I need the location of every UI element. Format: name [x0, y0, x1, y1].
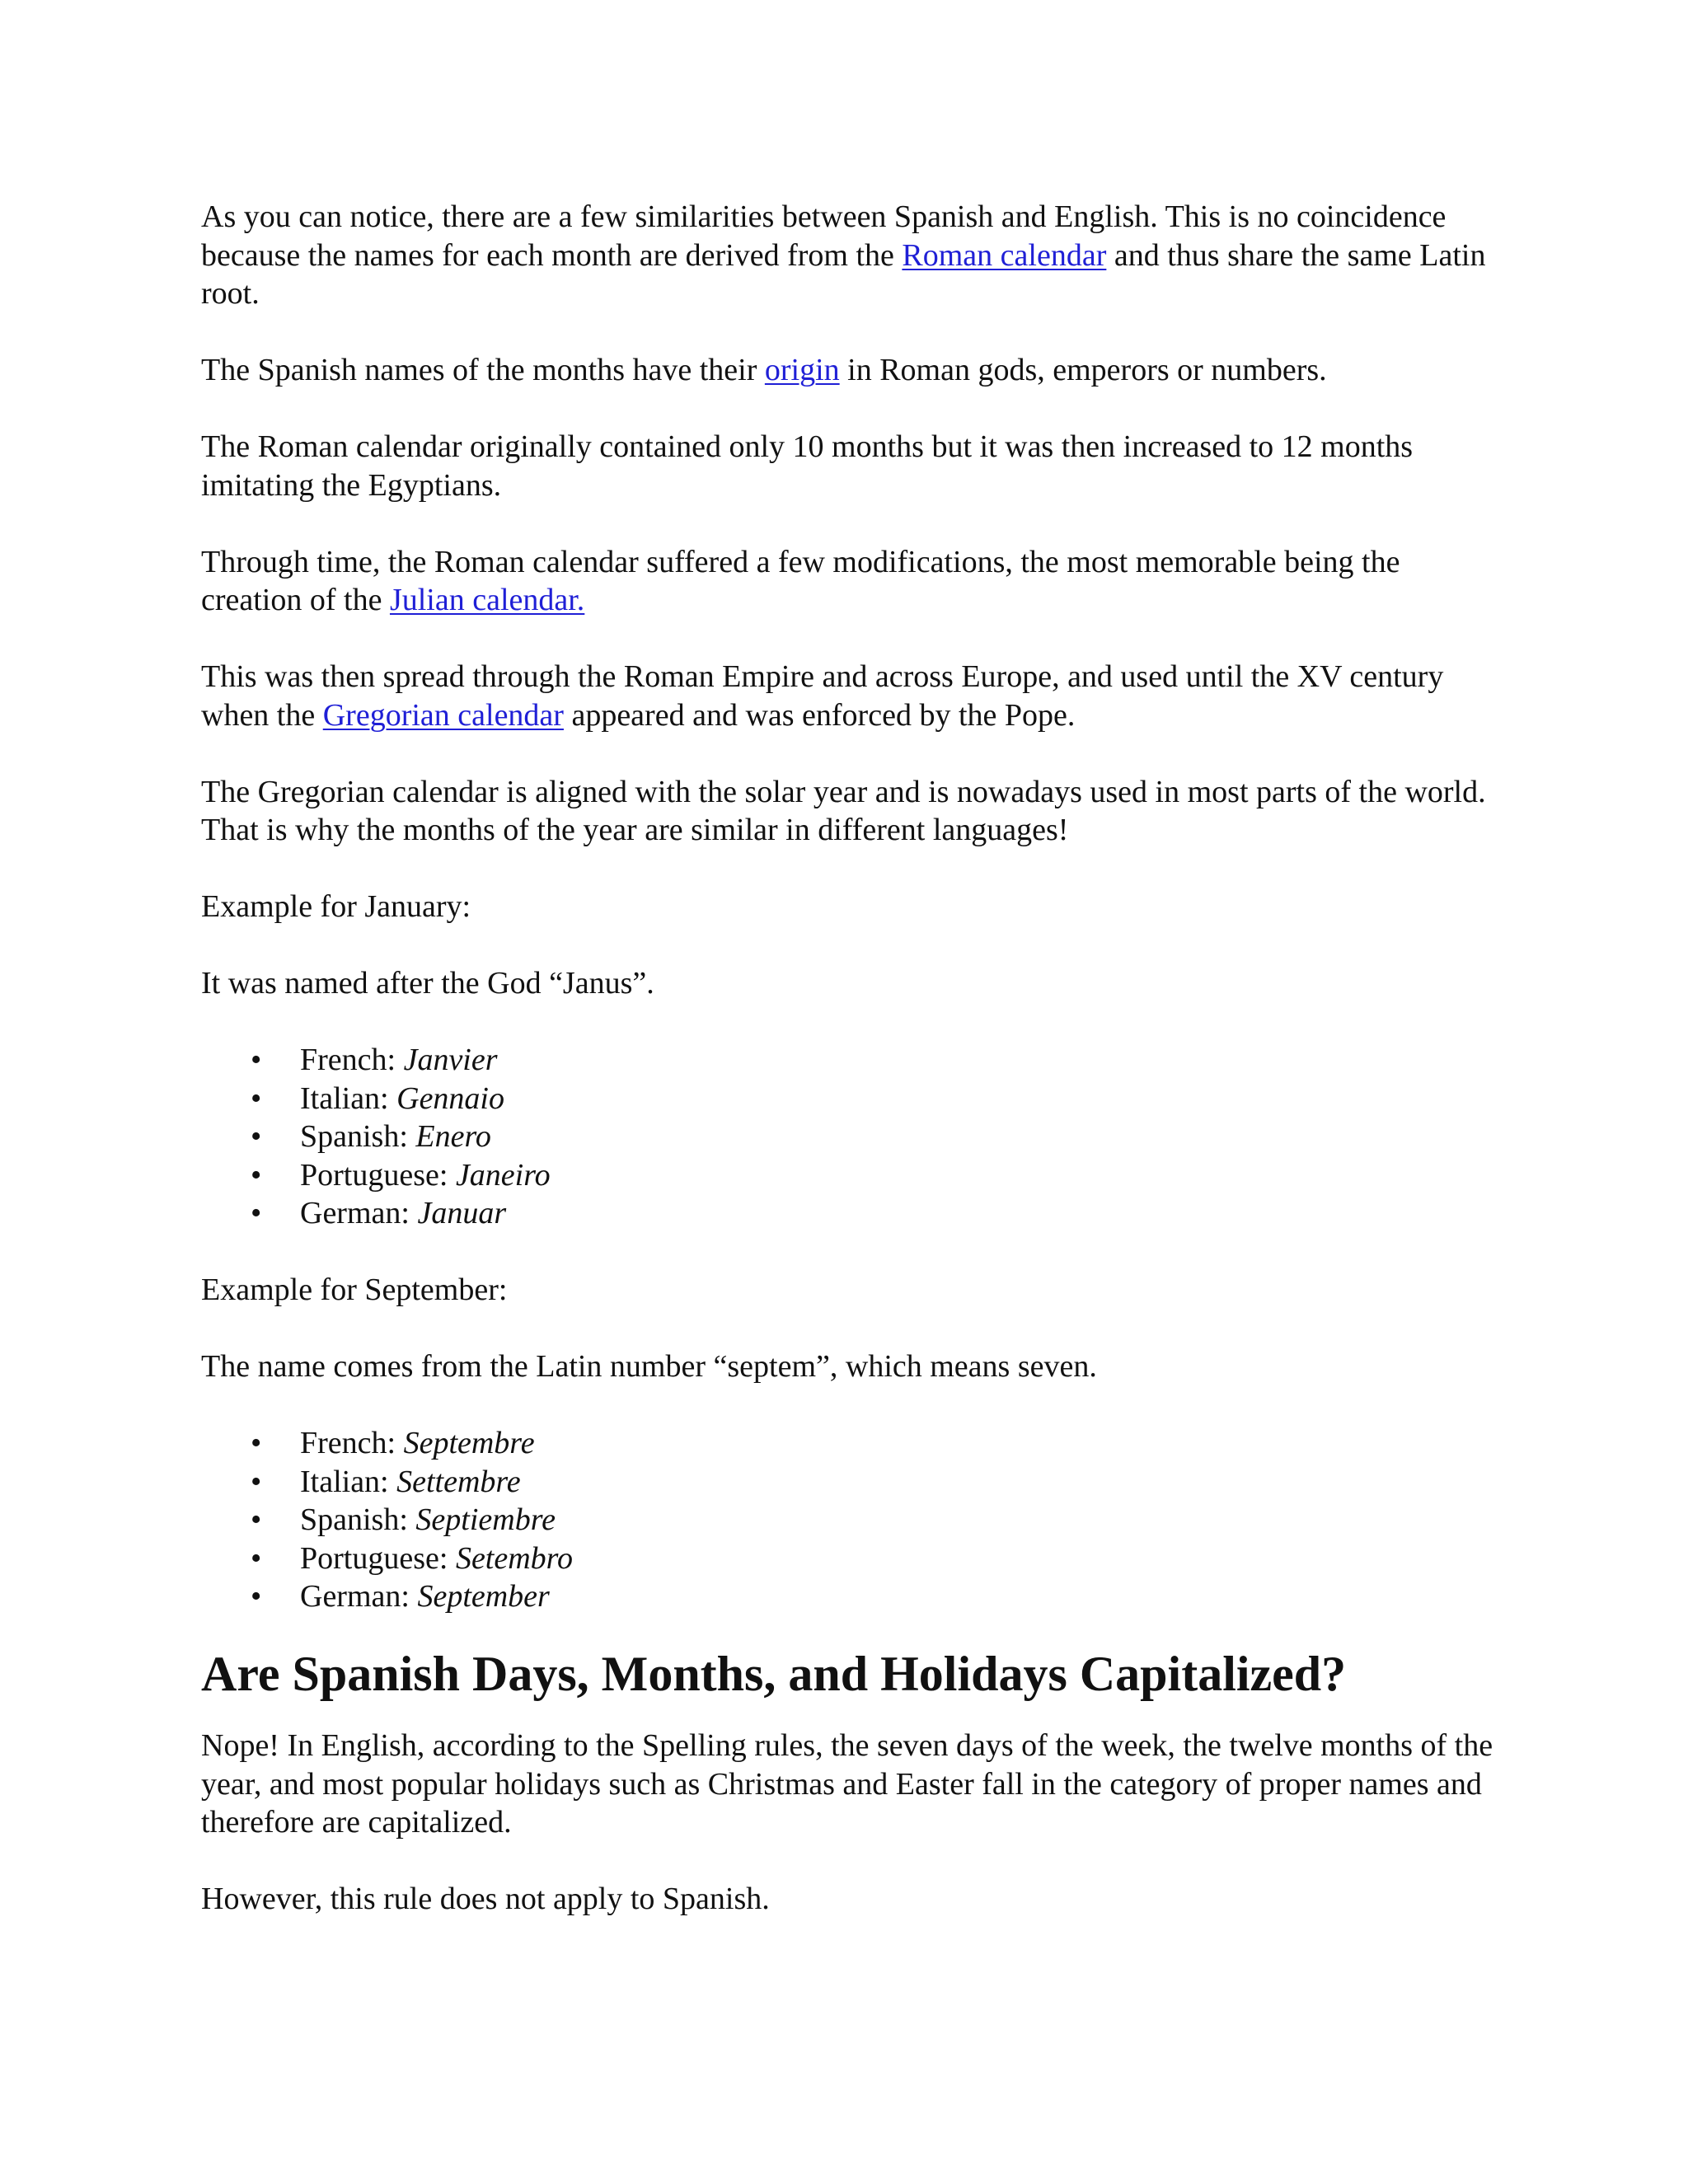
julian-calendar-link[interactable]: Julian calendar.: [389, 583, 585, 617]
paragraph-text: and thus share the same Latin root.: [201, 237, 1486, 311]
month-word: Septiembre: [415, 1502, 556, 1537]
list-item: [201, 1156, 1503, 1195]
paragraph-origin: [201, 351, 1503, 390]
month-word: September: [417, 1579, 550, 1614]
paragraph-septem: The name comes from the Latin number “septem”, which means seven.: [201, 1349, 1097, 1384]
language-name: French:: [300, 1043, 404, 1077]
month-word: Janvier: [403, 1043, 498, 1077]
bullet-icon: •: [251, 1579, 262, 1614]
list-item: [201, 1540, 1503, 1578]
paragraph-capitalization-rule: Nope! In English, according to the Spelling rules, the seven days of the week, the twelve months of the year, and most popular holidays such as Christmas and Easter fall in the category of proper names and therefore are capitalized.: [201, 1728, 1493, 1840]
paragraph-gregorian: The Gregorian calendar is aligned with the solar year and is nowadays used in most parts of the world. That is why the months of the year are similar in different languages!: [201, 774, 1486, 847]
language-name: French:: [300, 1426, 404, 1460]
january-language-list: [201, 1041, 1503, 1233]
paragraph-modifications: [201, 543, 1503, 620]
bullet-icon: •: [251, 1043, 262, 1077]
month-word: Septembre: [403, 1426, 535, 1460]
list-item: [201, 1424, 1503, 1463]
list-item: [201, 1501, 1503, 1540]
bullet-icon: •: [251, 1540, 262, 1576]
language-name: Spanish:: [300, 1119, 416, 1154]
month-word: Januar: [417, 1196, 507, 1230]
gregorian-calendar-link[interactable]: Gregorian calendar: [322, 697, 564, 733]
paragraph-example-september: Example for September:: [201, 1272, 508, 1307]
list-item: [201, 1118, 1503, 1156]
language-name: Italian:: [300, 1464, 397, 1499]
roman-calendar-link[interactable]: Roman calendar: [902, 237, 1107, 273]
list-item: [201, 1463, 1503, 1502]
language-name: Portuguese:: [300, 1157, 456, 1193]
bullet-icon: •: [251, 1426, 262, 1460]
september-language-list: [201, 1424, 1503, 1616]
month-word: Janeiro: [455, 1157, 551, 1193]
paragraph-janus: It was named after the God “Janus”.: [201, 966, 654, 1001]
list-item: [201, 1194, 1503, 1233]
month-word: Setembro: [455, 1540, 574, 1576]
bullet-icon: •: [251, 1119, 262, 1154]
bullet-icon: •: [251, 1157, 262, 1193]
language-name: Portuguese:: [300, 1540, 456, 1576]
language-name: German:: [300, 1196, 418, 1230]
paragraph-text: The Spanish names of the months have their: [201, 353, 765, 387]
section-heading: Are Spanish Days, Months, and Holidays Capitalized?: [201, 1647, 1347, 1701]
month-word: Gennaio: [396, 1080, 504, 1116]
language-name: German:: [300, 1579, 418, 1614]
document-page: [201, 198, 1503, 1957]
paragraph-text: in Roman gods, emperors or numbers.: [839, 353, 1327, 387]
language-name: Spanish:: [300, 1502, 416, 1537]
paragraph-spread: [201, 658, 1503, 734]
bullet-icon: •: [251, 1080, 262, 1116]
month-word: Enero: [415, 1119, 491, 1154]
paragraph-text: Through time, the Roman calendar suffered a few modifications, the most memorable being the creation of the: [201, 544, 1400, 617]
paragraph-roman-calendar: The Roman calendar originally contained only 10 months but it was then increased to 12 months imitating the Egyptians.: [201, 429, 1414, 503]
language-name: Italian:: [300, 1080, 397, 1116]
bullet-icon: •: [251, 1464, 262, 1499]
list-item: [201, 1041, 1503, 1080]
paragraph-text: appeared and was enforced by the Pope.: [563, 697, 1076, 733]
paragraph-similarities: [201, 198, 1503, 313]
bullet-icon: •: [251, 1502, 262, 1537]
paragraph-spanish-rule: However, this rule does not apply to Spanish.: [201, 1882, 770, 1916]
month-word: Settembre: [396, 1464, 521, 1499]
paragraph-text: As you can notice, there are a few similarities between Spanish and English. This is no coincidence because the names for each month are derived from the: [201, 199, 1447, 273]
list-item: [201, 1080, 1503, 1118]
paragraph-text: This was then spread through the Roman Empire and across Europe, and used until the XV century when the: [201, 659, 1444, 733]
origin-link[interactable]: origin: [764, 353, 840, 387]
bullet-icon: •: [251, 1196, 262, 1230]
paragraph-example-january: Example for January:: [201, 889, 471, 924]
list-item: [201, 1577, 1503, 1616]
